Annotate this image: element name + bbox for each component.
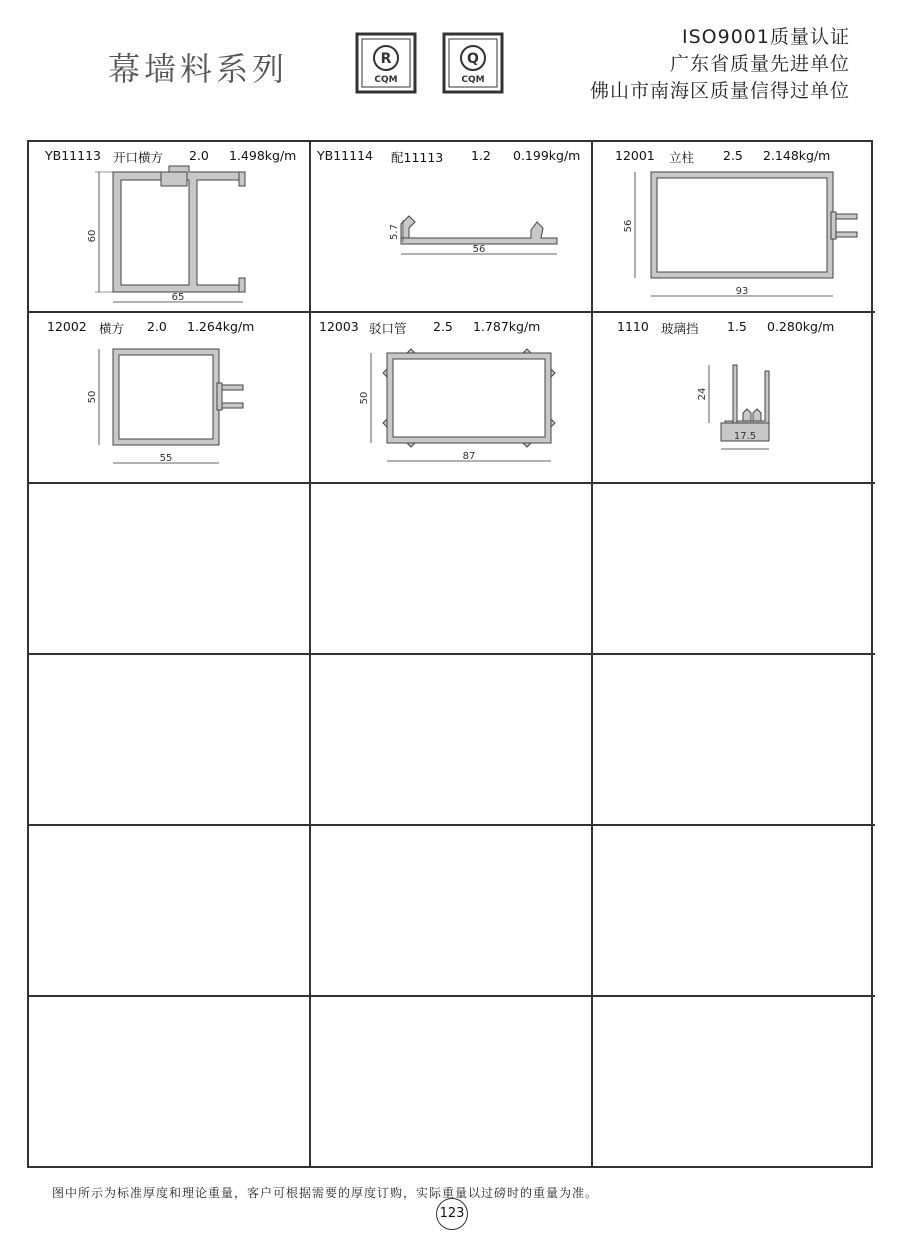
profile-cell-yb11114 <box>311 142 593 313</box>
page-number: 123 <box>436 1198 468 1230</box>
empty-cell <box>311 826 593 997</box>
profile-name: 玻璃挡 <box>661 321 699 336</box>
empty-cell <box>29 826 311 997</box>
profile-drawing <box>29 142 311 313</box>
logo-r-label: CQM <box>374 75 398 85</box>
dim-width: 87 <box>462 451 476 462</box>
profile-weight: 1.498kg/m <box>229 148 297 163</box>
profile-name: 驳口管 <box>369 321 407 336</box>
profile-weight: 1.264kg/m <box>187 319 255 334</box>
profile-drawing <box>593 142 875 313</box>
profile-cell-yb11113 <box>29 142 311 313</box>
profile-name: 立柱 <box>669 150 695 165</box>
profile-name: 开口横方 <box>113 150 164 165</box>
empty-cell <box>311 655 593 826</box>
dim-width: 93 <box>735 286 749 297</box>
profile-thickness: 2.0 <box>147 319 167 334</box>
page-title: 幕墙料系列 <box>108 50 289 88</box>
dim-height: 5.7 <box>389 224 400 240</box>
profile-code: 12002 <box>47 319 87 334</box>
logo-q-glyph: Q <box>467 51 479 67</box>
profile-weight: 0.199kg/m <box>513 148 581 163</box>
cert-foshan: 佛山市南海区质量信得过单位 <box>589 80 850 102</box>
profile-cell-12003 <box>311 313 593 484</box>
dim-height: 50 <box>359 391 370 405</box>
certifications <box>590 24 850 105</box>
profile-grid <box>27 140 873 1168</box>
dim-height: 24 <box>697 387 708 401</box>
empty-cell <box>593 484 875 655</box>
profile-name: 配11113 <box>391 150 444 165</box>
profile-code: 1110 <box>617 319 649 334</box>
profile-cell-12001 <box>593 142 875 313</box>
empty-cell <box>29 484 311 655</box>
empty-cell <box>29 997 311 1166</box>
profile-cell-1110 <box>593 313 875 484</box>
profile-weight: 0.280kg/m <box>767 319 835 334</box>
profile-drawing <box>29 313 311 484</box>
profile-thickness: 1.5 <box>727 319 747 334</box>
profile-name: 横方 <box>99 321 125 336</box>
dim-width: 56 <box>472 244 486 255</box>
empty-cell <box>311 997 593 1166</box>
dim-height: 50 <box>87 390 98 404</box>
dim-height: 56 <box>623 219 634 233</box>
dim-width: 65 <box>171 292 185 303</box>
dim-height: 60 <box>87 229 98 243</box>
cert-guangdong: 广东省质量先进单位 <box>669 53 850 75</box>
footnote: 图中所示为标准厚度和理论重量，客户可根据需要的厚度订购，实际重量以过磅时的重量为准。 <box>52 1186 599 1200</box>
profile-weight: 2.148kg/m <box>763 148 831 163</box>
profile-code: YB11113 <box>45 148 101 163</box>
profile-thickness: 2.0 <box>189 148 209 163</box>
profile-drawing <box>593 313 875 484</box>
profile-drawing <box>311 313 593 484</box>
profile-drawing <box>311 142 593 313</box>
empty-cell <box>593 655 875 826</box>
logo-r-glyph: R <box>380 51 392 67</box>
empty-cell <box>311 484 593 655</box>
profile-code: YB11114 <box>317 148 373 163</box>
cqm-r-logo <box>355 32 417 94</box>
profile-thickness: 1.2 <box>471 148 491 163</box>
profile-thickness: 2.5 <box>723 148 743 163</box>
dim-width: 17.5 <box>733 431 757 442</box>
profile-code: 12003 <box>319 319 359 334</box>
logo-q-label: CQM <box>461 75 485 85</box>
profile-code: 12001 <box>615 148 655 163</box>
dim-width: 55 <box>159 453 173 464</box>
cqm-q-logo <box>442 32 504 94</box>
profile-thickness: 2.5 <box>433 319 453 334</box>
profile-cell-12002 <box>29 313 311 484</box>
empty-cell <box>593 997 875 1166</box>
profile-weight: 1.787kg/m <box>473 319 541 334</box>
empty-cell <box>29 655 311 826</box>
cert-iso: ISO9001质量认证 <box>682 26 850 48</box>
empty-cell <box>593 826 875 997</box>
